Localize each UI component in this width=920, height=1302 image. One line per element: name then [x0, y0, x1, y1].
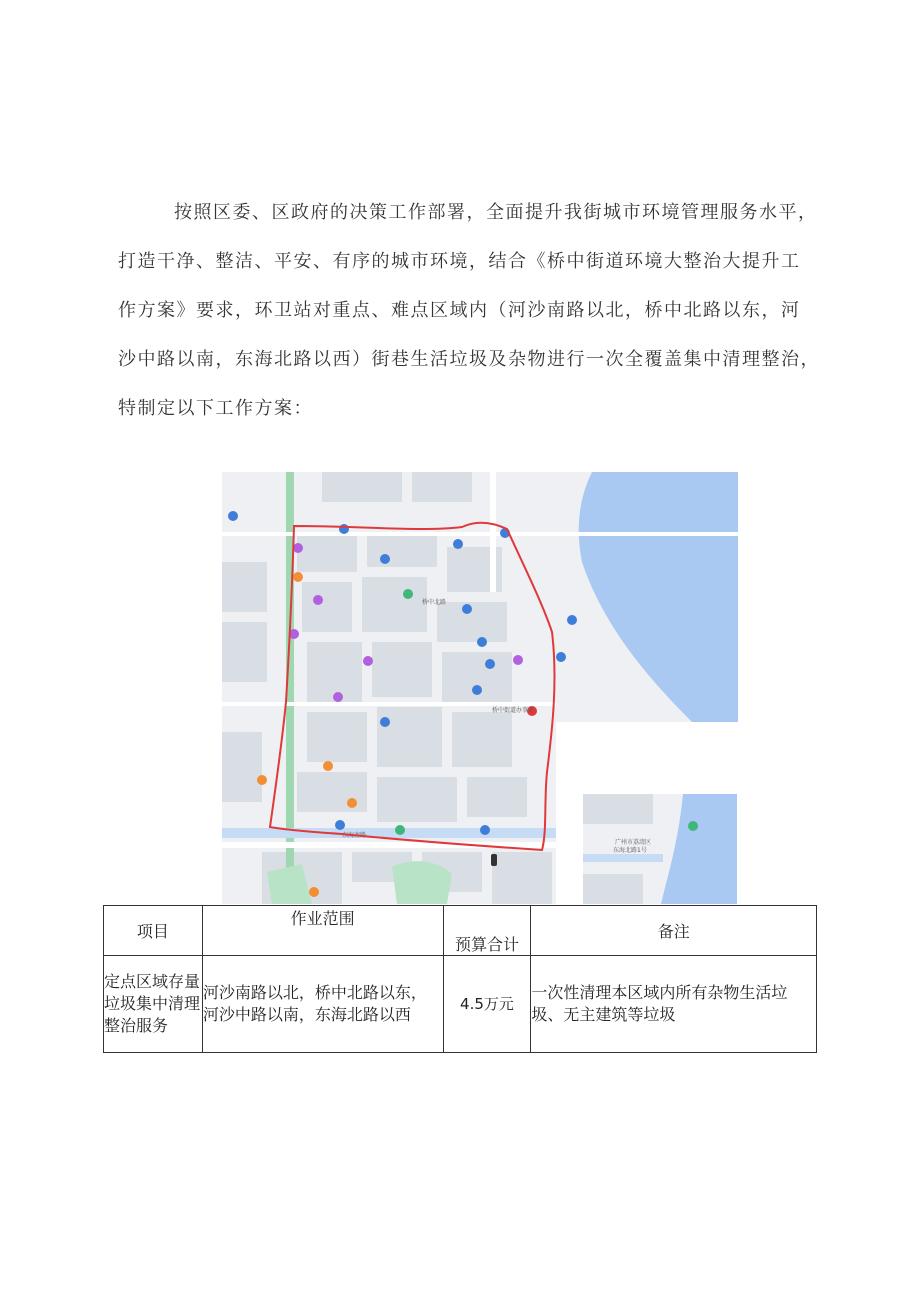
map-label-road: 东海南路 [342, 832, 367, 839]
cell-budget: 4.5万元 [443, 956, 531, 1053]
intro-line-4: 沙中路以南，东海北路以西）街巷生活垃圾及杂物进行一次全覆盖集中清理整治， [118, 349, 820, 370]
intro-line-2: 打造干净、整洁、平安、有序的城市环境，结合《桥中街道环境大整治大提升工 [118, 251, 801, 272]
header-scope: 作业范围 [202, 906, 443, 956]
intro-paragraph [118, 188, 818, 433]
area-map-inset-graphic [583, 794, 737, 904]
table-row [104, 956, 817, 1053]
map-label-poi-2: 桥中北路 [422, 599, 447, 606]
cell-note: 一次性清理本区域内所有杂物生活垃圾、无主建筑等垃圾 [531, 956, 817, 1053]
table-header-row [104, 906, 817, 956]
intro-line-3: 作方案》要求，环卫站对重点、难点区域内（河沙南路以北，桥中北路以东，河 [118, 300, 801, 321]
map-label-poi-1: 桥中街道办事处 [492, 707, 535, 714]
header-budget: 预算合计 [443, 906, 531, 956]
intro-line-1: 按照区委、区政府的决策工作部署，全面提升我街城市环境管理服务水平， [174, 202, 818, 223]
header-item: 项目 [104, 906, 203, 956]
plan-table [103, 905, 817, 1053]
inset-label-1: 广州市荔湾区 [615, 839, 652, 846]
area-map-inset [583, 794, 737, 904]
cell-scope: 河沙南路以北，桥中北路以东，河沙中路以南，东海北路以西 [202, 956, 443, 1053]
cell-item: 定点区域存量垃圾集中清理整治服务 [104, 956, 203, 1053]
intro-line-5: 特制定以下工作方案： [118, 398, 313, 419]
inset-label-2: 东海北路1号 [613, 847, 647, 854]
header-note: 备注 [531, 906, 817, 956]
